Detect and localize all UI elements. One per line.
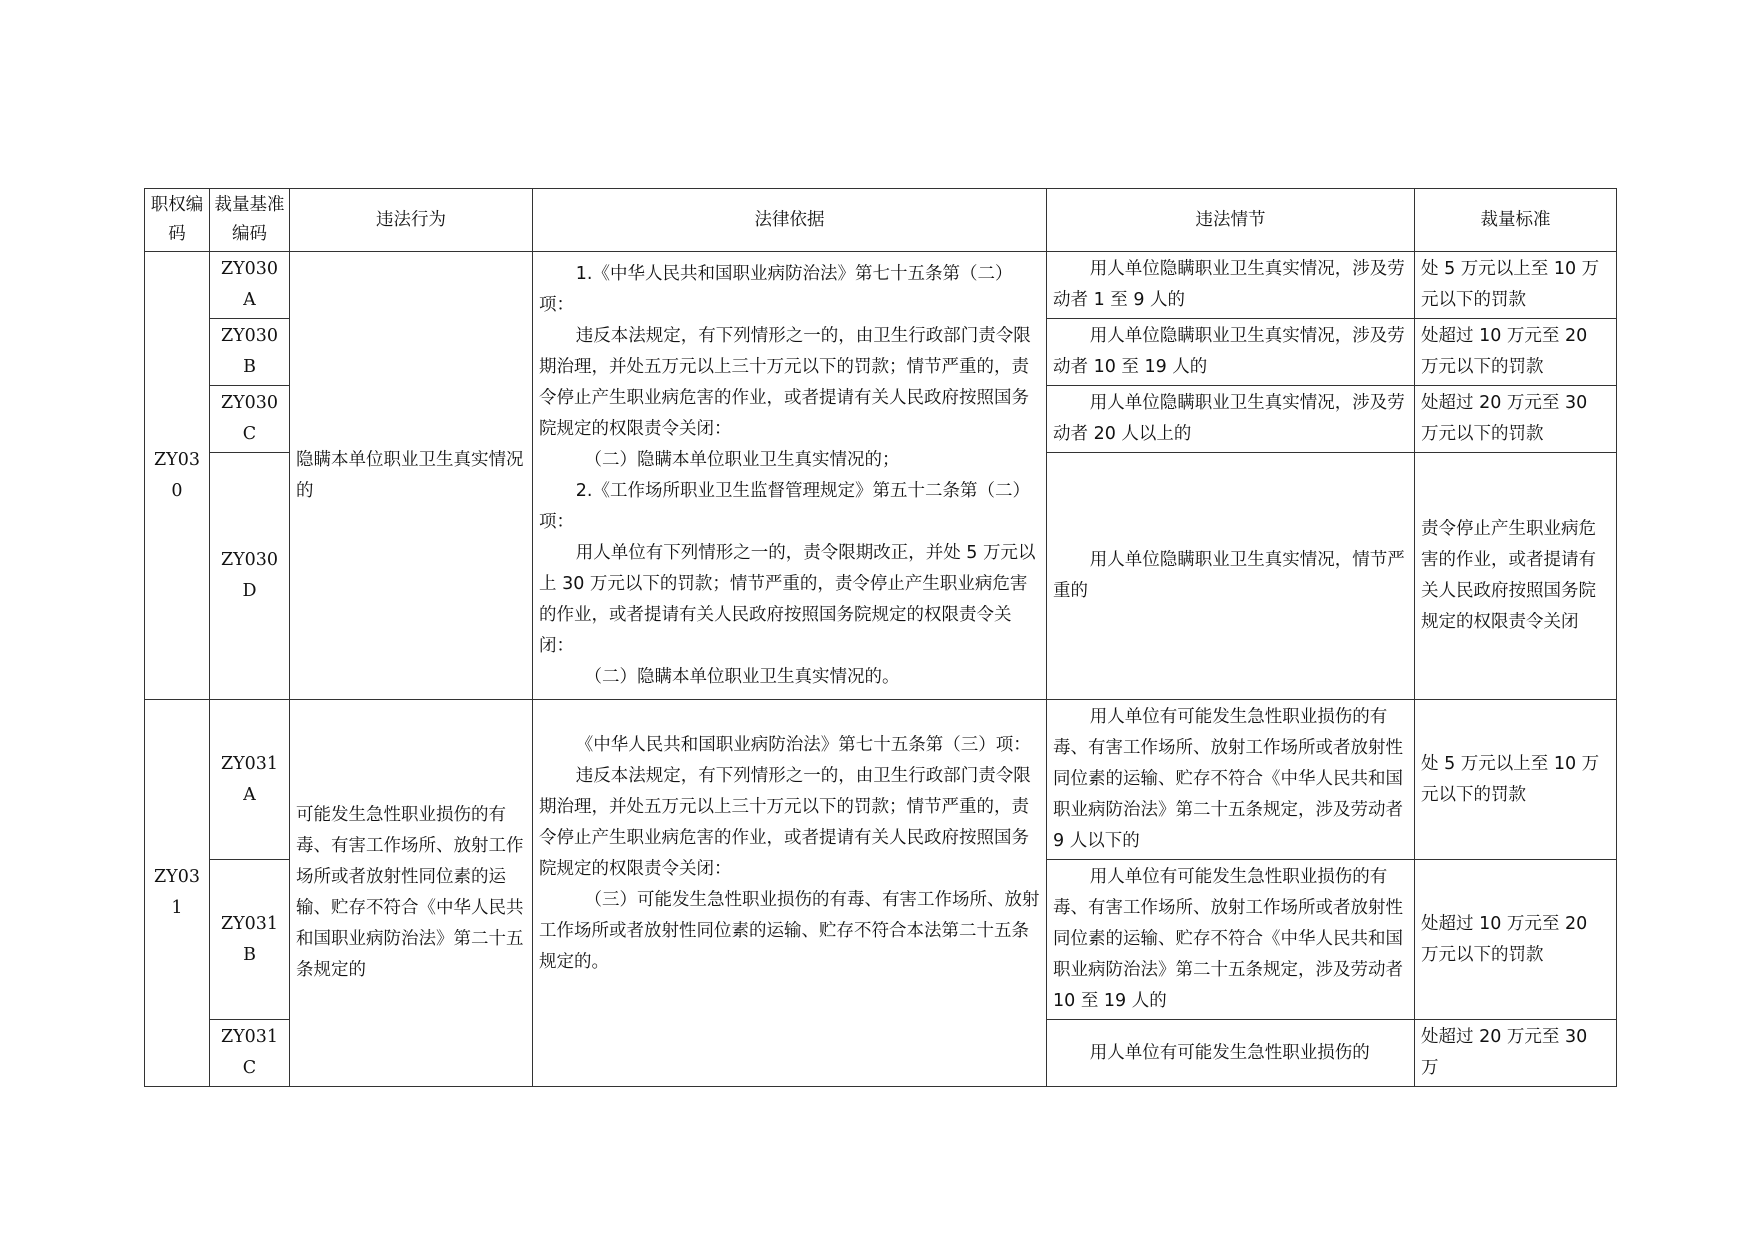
header-circumstance: 违法情节 (1047, 189, 1415, 252)
standard-text: 处超过 20 万元至 30 万元以下的罚款 (1415, 386, 1617, 453)
legal-basis-line: （二）隐瞒本单位职业卫生真实情况的。 (584, 666, 900, 687)
circumstance-text: 用人单位隐瞒职业卫生真实情况，涉及劳动者 10 至 19 人的 (1047, 319, 1415, 386)
violation-text: 可能发生急性职业损伤的有毒、有害工作场所、放射工作场所或者放射性同位素的运输、贮存不符合《中华人民共和国职业病防治法》第二十五条规定的 (290, 700, 533, 1087)
benchmark-code: ZY030A (210, 252, 290, 319)
legal-basis-line: 《中华人民共和国职业病防治法》第七十五条第（三）项： (575, 735, 1031, 755)
header-benchmark-code: 裁量基准编码 (210, 189, 290, 252)
standard-text: 处 5 万元以上至 10 万元以下的罚款 (1415, 252, 1617, 319)
violation-text: 隐瞒本单位职业卫生真实情况的 (290, 252, 533, 700)
header-violation: 违法行为 (290, 189, 533, 252)
legal-basis-line: 用人单位有下列情形之一的，责令限期改正，并处 5 万元以上 30 万元以下的罚款；情节严重的，责令停止产生职业病危害的作业，或者提请有关人民政府按照国务院规定的权限责令关闭： (539, 542, 1036, 656)
standard-text: 处超过 10 万元至 20 万元以下的罚款 (1415, 860, 1617, 1020)
legal-basis-line: 违反本法规定，有下列情形之一的，由卫生行政部门责令限期治理，并处五万元以上三十万元以下的罚款；情节严重的，责令停止产生职业病危害的作业，或者提请有关人民政府按照国务院规定的权限责令关闭： (539, 325, 1031, 439)
header-legal-basis: 法律依据 (533, 189, 1047, 252)
authority-code: ZY030 (145, 252, 210, 700)
discretion-standard-table (144, 188, 1617, 1087)
circumstance-text: 用人单位有可能发生急性职业损伤的有毒、有害工作场所、放射工作场所或者放射性同位素的运输、贮存不符合《中华人民共和国职业病防治法》第二十五条规定，涉及劳动者 10 至 19 人的 (1047, 860, 1415, 1020)
benchmark-code: ZY030D (210, 453, 290, 700)
legal-basis-line: 违反本法规定，有下列情形之一的，由卫生行政部门责令限期治理，并处五万元以上三十万元以下的罚款；情节严重的，责令停止产生职业病危害的作业，或者提请有关人民政府按照国务院规定的权限责令关闭： (539, 766, 1031, 879)
benchmark-code: ZY030C (210, 386, 290, 453)
legal-basis-cell (533, 700, 1047, 1087)
benchmark-code: ZY031C (210, 1020, 290, 1087)
benchmark-code: ZY030B (210, 319, 290, 386)
legal-basis-line: （三）可能发生急性职业损伤的有毒、有害工作场所、放射工作场所或者放射性同位素的运输、贮存不符合本法第二十五条规定的。 (539, 890, 1040, 972)
legal-basis-line: （二）隐瞒本单位职业卫生真实情况的； (584, 449, 900, 470)
benchmark-code: ZY031B (210, 860, 290, 1020)
standard-text: 处超过 10 万元至 20 万元以下的罚款 (1415, 319, 1617, 386)
circumstance-text: 用人单位隐瞒职业卫生真实情况，涉及劳动者 20 人以上的 (1047, 386, 1415, 453)
standard-text: 处 5 万元以上至 10 万元以下的罚款 (1415, 700, 1617, 860)
legal-basis-cell (533, 252, 1047, 700)
benchmark-code: ZY031A (210, 700, 290, 860)
circumstance-text: 用人单位有可能发生急性职业损伤的 (1047, 1020, 1415, 1087)
standard-text: 责令停止产生职业病危害的作业，或者提请有关人民政府按照国务院规定的权限责令关闭 (1415, 453, 1617, 700)
header-authority-code: 职权编码 (145, 189, 210, 252)
circumstance-text: 用人单位隐瞒职业卫生真实情况，情节严重的 (1047, 453, 1415, 700)
legal-basis-line: 2.《工作场所职业卫生监督管理规定》第五十二条第（二）项： (539, 480, 1030, 532)
legal-basis-line: 1.《中华人民共和国职业病防治法》第七十五条第（二）项： (539, 263, 1013, 315)
table-row (145, 700, 1617, 860)
header-standard: 裁量标准 (1415, 189, 1617, 252)
standard-text: 处超过 20 万元至 30 万 (1415, 1020, 1617, 1087)
circumstance-text: 用人单位隐瞒职业卫生真实情况，涉及劳动者 1 至 9 人的 (1047, 252, 1415, 319)
table-row (145, 252, 1617, 319)
table-header-row (145, 189, 1617, 252)
authority-code: ZY031 (145, 700, 210, 1087)
circumstance-text: 用人单位有可能发生急性职业损伤的有毒、有害工作场所、放射工作场所或者放射性同位素的运输、贮存不符合《中华人民共和国职业病防治法》第二十五条规定，涉及劳动者 9 人以下的 (1047, 700, 1415, 860)
